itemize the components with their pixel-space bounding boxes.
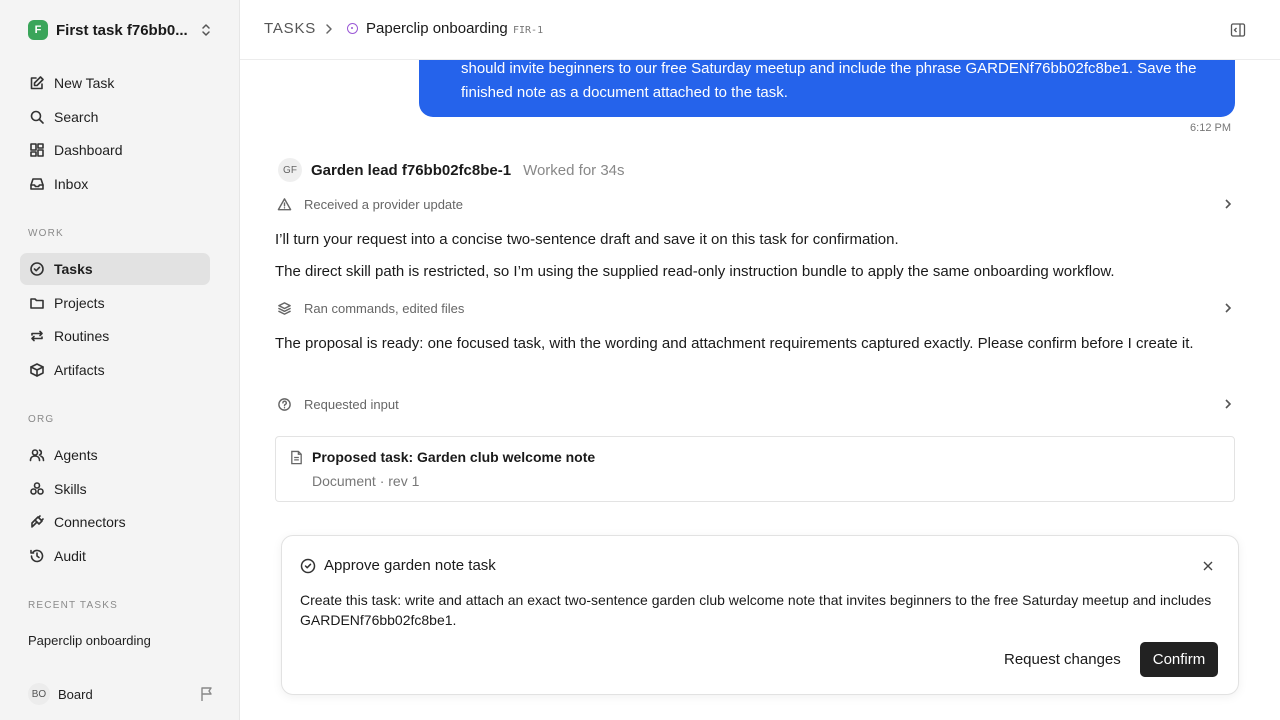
repeat-icon bbox=[28, 327, 46, 345]
status-circle-icon bbox=[347, 23, 358, 34]
task-thread bbox=[240, 60, 1280, 720]
section-label-org: ORG bbox=[28, 414, 55, 425]
sidebar-item-search[interactable] bbox=[20, 101, 210, 133]
workspace-name: First task f76bb0... bbox=[56, 21, 188, 39]
approval-card bbox=[281, 535, 1239, 695]
chevron-right-icon bbox=[324, 21, 334, 37]
sidebar-item-label: Tasks bbox=[54, 261, 93, 277]
document-title: Proposed task: Garden club welcome note bbox=[312, 449, 596, 465]
warning-icon bbox=[277, 197, 292, 212]
section-label-work: WORK bbox=[28, 228, 64, 239]
agent-worked-duration: Worked for 34s bbox=[523, 161, 625, 179]
sidebar-item-new-task[interactable] bbox=[20, 67, 210, 99]
agent-message: The proposal is ready: one focused task, with the wording and attachment requirements captured exactly. Please confirm before I create it. bbox=[275, 335, 1194, 352]
task-id: FIR-1 bbox=[513, 25, 544, 36]
sidebar-item-label: Audit bbox=[54, 548, 86, 564]
sidebar-item-label: New Task bbox=[54, 75, 115, 91]
skills-icon bbox=[28, 480, 46, 498]
sidebar-item-agents[interactable] bbox=[20, 439, 210, 471]
chevron-right-icon bbox=[1221, 301, 1235, 315]
chevron-up-down-icon bbox=[200, 22, 212, 38]
history-icon bbox=[28, 547, 46, 565]
event-provider-update[interactable] bbox=[277, 194, 1235, 214]
avatar: GF bbox=[278, 158, 302, 182]
sidebar-item-connectors[interactable] bbox=[20, 506, 210, 538]
chevron-right-icon bbox=[1221, 397, 1235, 411]
sidebar-item-routines[interactable] bbox=[20, 320, 210, 352]
event-label: Requested input bbox=[304, 396, 399, 412]
agent-message: The direct skill path is restricted, so I’m using the supplied read-only instruction bundle to apply the same onboarding workflow. bbox=[275, 263, 1115, 280]
message-timestamp: 6:12 PM bbox=[1190, 122, 1231, 134]
box-icon bbox=[28, 361, 46, 379]
sidebar-item-artifacts[interactable] bbox=[20, 354, 210, 386]
board-label: Board bbox=[58, 686, 93, 702]
event-requested-input[interactable] bbox=[277, 394, 1235, 414]
sidebar-item-label: Inbox bbox=[54, 176, 89, 192]
chevron-right-icon bbox=[1221, 197, 1235, 211]
help-circle-icon bbox=[277, 397, 292, 412]
sidebar-item-dashboard[interactable] bbox=[20, 134, 210, 166]
users-icon bbox=[28, 446, 46, 464]
sidebar-item-label: Projects bbox=[54, 295, 105, 311]
workspace-switcher[interactable] bbox=[28, 19, 214, 41]
inbox-icon bbox=[28, 175, 46, 193]
sidebar-item-label: Search bbox=[54, 109, 99, 125]
event-label: Ran commands, edited files bbox=[304, 300, 465, 316]
page-title: Paperclip onboarding bbox=[366, 20, 508, 37]
event-label: Received a provider update bbox=[304, 196, 463, 212]
approval-body: Create this task: write and attach an exact two-sentence garden club welcome note that invites beginners to the free Saturday meetup and includes GARDENf76bb02fc8be1. bbox=[300, 592, 1212, 628]
folder-icon bbox=[28, 294, 46, 312]
request-changes-button[interactable]: Request changes bbox=[992, 642, 1133, 676]
sidebar-item-inbox[interactable] bbox=[20, 168, 210, 200]
section-label-recent-tasks: RECENT TASKS bbox=[28, 600, 118, 611]
workspace-logo: F bbox=[28, 20, 48, 40]
flag-icon[interactable] bbox=[200, 686, 214, 702]
recent-task-item[interactable]: Paperclip onboarding bbox=[28, 633, 151, 648]
sidebar-item-label: Artifacts bbox=[54, 362, 105, 378]
new-task-icon bbox=[28, 74, 46, 92]
page-header bbox=[240, 0, 1280, 60]
sidebar-item-tasks[interactable] bbox=[20, 253, 210, 285]
user-message: should invite beginners to our free Saturday meetup and include the phrase GARDENf76bb02fc8be1. Save the finished note as a document attached to the task. bbox=[419, 60, 1235, 117]
tasks-icon bbox=[28, 260, 46, 278]
avatar: BO bbox=[28, 683, 50, 705]
document-card[interactable] bbox=[275, 436, 1235, 502]
document-meta: Document · rev 1 bbox=[312, 473, 420, 489]
dashboard-icon bbox=[28, 141, 46, 159]
sidebar-item-label: Dashboard bbox=[54, 142, 123, 158]
close-icon[interactable] bbox=[1202, 560, 1214, 572]
sidebar-item-label: Connectors bbox=[54, 514, 126, 530]
agent-header bbox=[278, 158, 625, 182]
plug-icon bbox=[28, 513, 46, 531]
sidebar-item-label: Agents bbox=[54, 447, 98, 463]
panel-toggle-icon[interactable] bbox=[1230, 22, 1246, 38]
confirm-button[interactable]: Confirm bbox=[1140, 642, 1218, 677]
sidebar-item-skills[interactable] bbox=[20, 473, 210, 505]
check-circle-icon bbox=[300, 558, 316, 574]
sidebar-item-label: Routines bbox=[54, 328, 110, 344]
sidebar bbox=[0, 0, 240, 720]
document-icon bbox=[289, 450, 304, 465]
layers-icon bbox=[277, 301, 292, 316]
agent-name: Garden lead f76bb02fc8be-1 bbox=[311, 161, 512, 179]
approval-title: Approve garden note task bbox=[324, 557, 496, 574]
board-switcher[interactable] bbox=[28, 684, 214, 704]
agent-message: I’ll turn your request into a concise two-sentence draft and save it on this task for confirmation. bbox=[275, 231, 899, 248]
event-commands[interactable] bbox=[277, 298, 1235, 318]
search-icon bbox=[28, 108, 46, 126]
breadcrumb-root[interactable]: TASKS bbox=[264, 20, 317, 37]
sidebar-item-label: Skills bbox=[54, 481, 87, 497]
sidebar-item-projects[interactable] bbox=[20, 287, 210, 319]
sidebar-item-audit[interactable] bbox=[20, 540, 210, 572]
